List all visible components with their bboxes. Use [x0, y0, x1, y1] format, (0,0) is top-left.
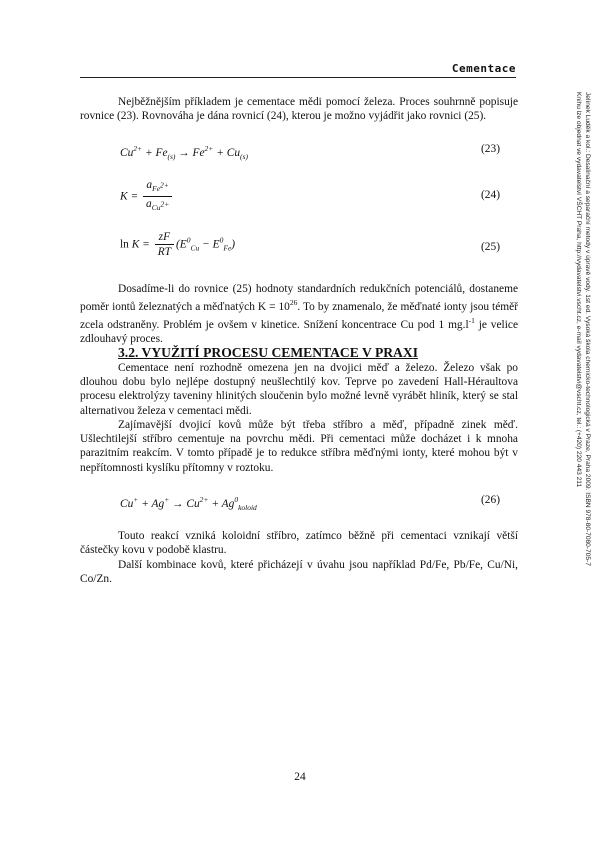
equation-25-number: (25)	[481, 240, 500, 253]
equation-26-formula: $Cu^+ + Ag^+ \to Cu^{2+} + Ag^0_{kolоid}$	[120, 495, 257, 513]
running-header-title: Cementace	[451, 62, 516, 75]
paragraph-combinations: Další kombinace kovů, které přicházejí v úvahu jsou například Pd/Fe, Pb/Fe, Cu/Ni, Co/Zn.	[80, 558, 518, 585]
equation-24-number: (24)	[481, 188, 500, 201]
paragraph-colloid: Touto reakcí vzniká koloidní stříbro, zatímco běžně při cementaci vznikají větší částečky kovu v podobě klastru.	[80, 530, 518, 557]
equation-25	[80, 230, 518, 268]
paragraph-practice: Cementace není rozhodně omezena jen na dvojici měď a železo. Železo však po dlouhou dobu bylo nejlépe dostupný neušlechtilý kov. Teprve po zavedení Hall-Héraultova procesu elektrolýzy taveniny hlinitých sloučenin bylo možné levně vyrábět hliník, který se stal alternativou železa v cementaci mědi.	[80, 361, 518, 417]
equation-23	[80, 138, 518, 164]
equation-24-formula: K = $\frac{a_{Fe^{2+}}}{a_{Cu^{2+}}}$	[120, 178, 174, 216]
equation-26	[80, 489, 518, 515]
side-note-line-2: Knihu lze objednat ve vydavatelství VŠCHT Praha, http://vydavatelstvi.vscht.cz, e-mail vydavatelstvi@vscht.cz, tel.: (+420) 220 443 211	[575, 92, 582, 488]
header-rule	[80, 77, 516, 78]
equation-23-formula: $Cu^{2+} + Fe_{(s)} \to Fe^{2+} + Cu_{(s)}$	[120, 143, 248, 161]
paragraph-silver-copper: Zajímavější dvojicí kovů může být třeba stříbro a měď, případně zinek měď. Ušlechtilejší stříbro cementuje na povrchu mědi. Při cementaci může docházet i k mnoha parazitním reakcím. V tomto případě je to redukce stříbra měďnými ionty, které mohou být v nepřítomnosti kyslíku přítomny v roztoku.	[80, 418, 518, 474]
side-citation-note	[562, 92, 592, 662]
paragraph-substitution: Dosadíme-li do rovnice (25) hodnoty standardních redukčních potenciálů, dostaneme poměr iontů železnatých a měďnatých $K = 10^{26}$. To by znamenalo, že měďnaté ionty jsou téměř zcela odstraněny. Problém je ovšem v kinetice. Snížení koncentrace Cu pod 1 $mg.l^{-1}$ je velice zdlouhavý proces.	[80, 282, 519, 346]
equation-26-number: (26)	[481, 494, 500, 507]
equation-23-number: (23)	[481, 142, 500, 155]
equation-24	[80, 178, 518, 216]
section-title: 3.2. VYUŽITÍ PROCESU CEMENTACE V PRAXI	[118, 345, 418, 361]
equation-25-formula: ln K = $\frac{zF}{RT}$ $(E^0_{Cu} - E^0_{Fe})$	[120, 230, 236, 258]
page-content	[80, 95, 518, 586]
paragraph-intro: Nejběžnějším příkladem je cementace mědi pomocí železa. Proces souhrnně popisuje rovnice (23). Rovnováha je dána rovnicí (24), kterou je možno vyjádřit jako rovnici (25).	[80, 96, 518, 123]
page-number: 24	[294, 771, 306, 783]
side-note-line-1: Jelínek Luděk a kol.: Desalinační a separační metody v úpravě vody. 1st ed. Vysoká škola chemicko-technologická v Praze, Praha 2009. ISBN 978-80-7080-705-7	[584, 92, 591, 566]
